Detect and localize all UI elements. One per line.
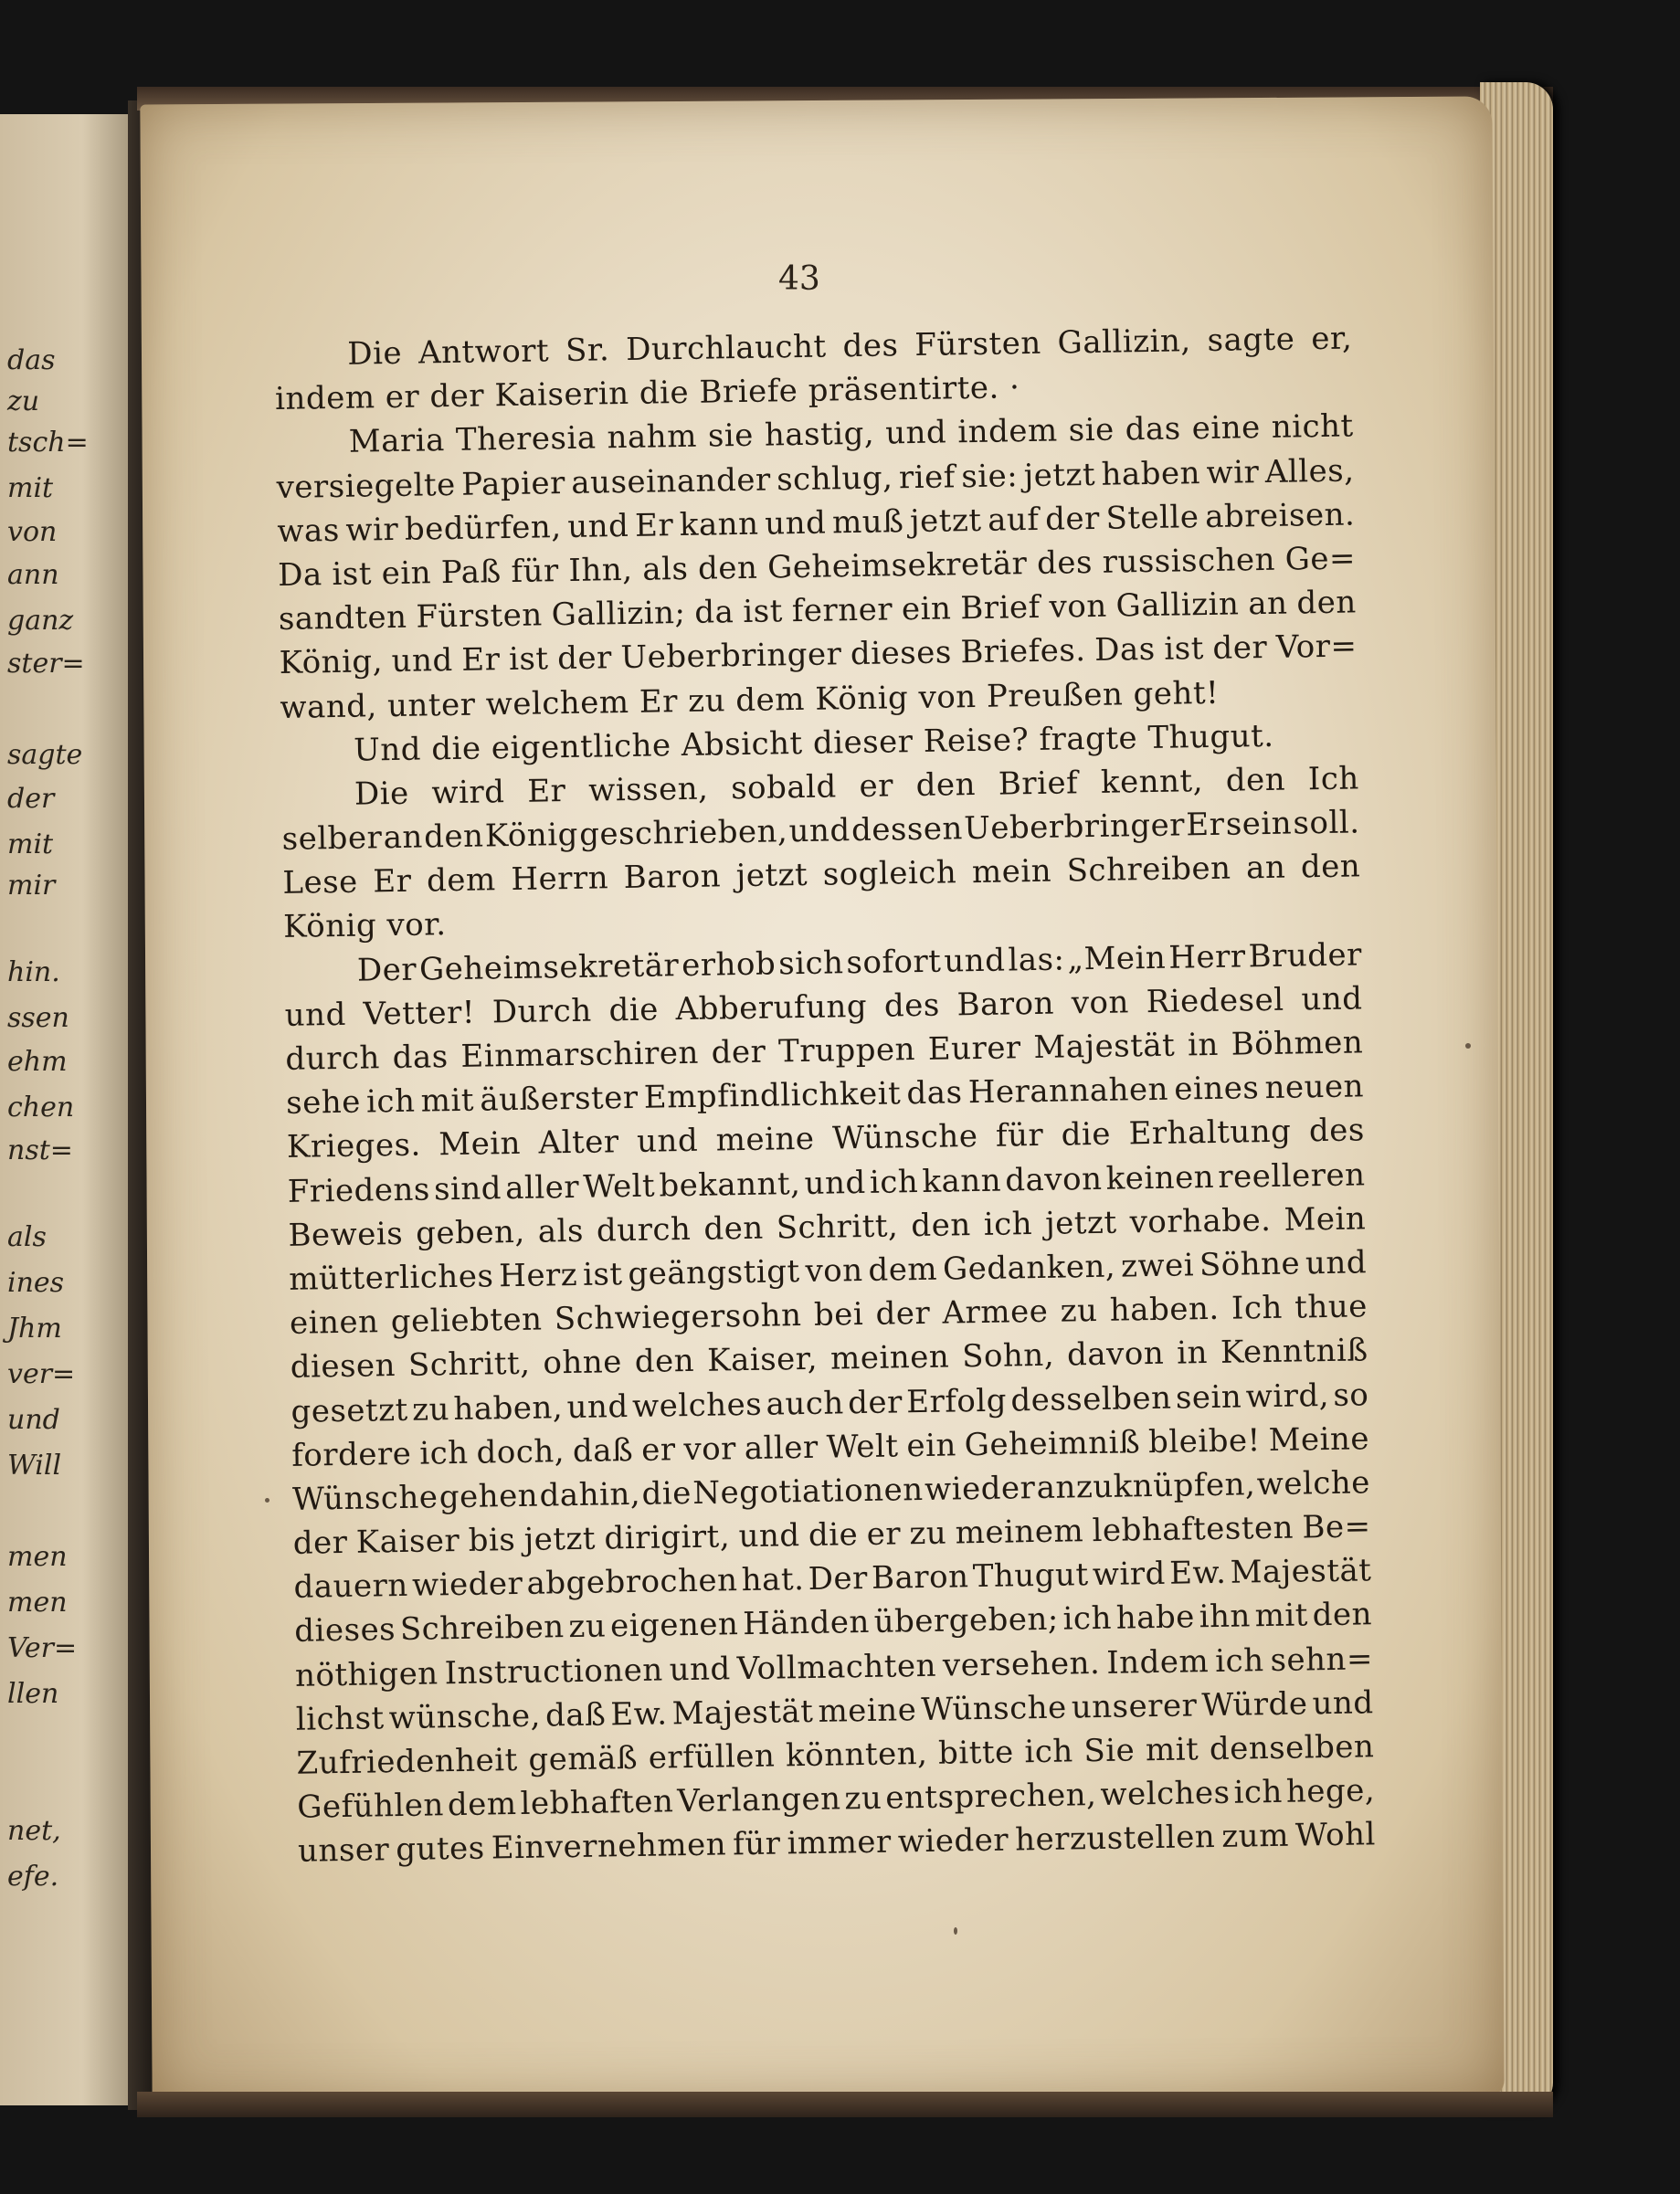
text-line: Da ist ein Paß für Ihn, als den Geheimsekretär des russischen Ge= xyxy=(277,540,1357,594)
text-line: unser gutes Einvernehmen für immer wieder herzustellen zum Wohl xyxy=(297,1816,1377,1871)
text-line: sandten Fürsten Gallizin; da ist ferner ein Brief von Gallizin an den xyxy=(278,584,1358,638)
text-line: Wünsche gehen dahin, die Negotiationen wieder anzuknüpfen, welche xyxy=(291,1464,1371,1518)
facing-page-fragment: ganz xyxy=(7,605,74,637)
facing-page-fragment: Ver= xyxy=(7,1632,78,1664)
page-number: 43 xyxy=(778,260,820,298)
text-line: Krieges. Mein Alter und meine Wünsche für die Erhaltung des xyxy=(286,1112,1366,1166)
facing-page-fragment: ines xyxy=(7,1267,65,1299)
text-line: versiegelte Papier auseinander schlug, rief sie: jetzt haben wir Alles, xyxy=(276,452,1355,506)
book-cover-bottom xyxy=(137,2092,1553,2117)
text-line: gesetzt zu haben, und welches auch der Erfolg desselben sein wird, so xyxy=(291,1376,1369,1430)
facing-page-fragment: mir xyxy=(7,870,56,902)
text-line: Die Antwort Sr. Durchlaucht des Fürsten Gallizin, sagte er, xyxy=(347,320,1353,373)
text-line: selber an den König geschrieben, und dessen Ueberbringer Er sein soll. xyxy=(281,804,1360,858)
text-line: dieses Schreiben zu eigenen Händen übergeben; ich habe ihn mit den xyxy=(294,1596,1373,1651)
facing-page-fragment: das xyxy=(7,344,56,376)
text-line: und Vetter! Durch die Abberufung des Baron von Riedesel und xyxy=(284,980,1363,1034)
facing-page-fragment: ssen xyxy=(7,1002,69,1034)
text-line: nöthigen Instructionen und Vollmachten versehen. Indem ich sehn= xyxy=(294,1640,1374,1694)
text-line: Zufriedenheit gemäß erfüllen könnten, bitte ich Sie mit denselben xyxy=(296,1728,1375,1782)
text-line: Und die eigentliche Absicht dieser Reise? fragte Thugut. xyxy=(353,717,1274,769)
facing-page-fragment: sagte xyxy=(7,739,83,771)
facing-page-fragment: tsch= xyxy=(7,427,89,459)
facing-page-fragment: zu xyxy=(7,385,40,417)
text-line: einen geliebten Schwiegersohn bei der Armee zu haben. Ich thue xyxy=(289,1288,1368,1342)
paper-speck xyxy=(265,1498,269,1503)
facing-page-fragment: Will xyxy=(7,1450,62,1482)
facing-page-fragment: als xyxy=(7,1221,47,1253)
facing-page-fragment: von xyxy=(7,516,58,548)
text-line: Beweis geben, als durch den Schritt, den ich jetzt vorhabe. Mein xyxy=(288,1200,1367,1254)
text-line: dauern wieder abgebrochen hat. Der Baron Thugut wird Ew. Majestät xyxy=(293,1552,1372,1607)
facing-page xyxy=(0,114,137,2105)
text-line: der Kaiser bis jetzt dirigirt, und die er zu meinem lebhaftesten Be= xyxy=(292,1508,1371,1562)
facing-page-fragment: nst= xyxy=(7,1134,73,1166)
facing-page-fragment: ster= xyxy=(7,648,85,680)
facing-page-fragment: ann xyxy=(7,559,59,591)
text-line: Friedens sind aller Welt bekannt, und ich kann davon keinen reelleren xyxy=(287,1155,1366,1210)
text-line: Die wird Er wissen, sobald er den Brief kennt, den Ich xyxy=(354,760,1360,813)
text-line: was wir bedürfen, und Er kann und muß jetzt auf der Stelle abreisen. xyxy=(277,496,1356,550)
text-line: indem er der Kaiserin die Briefe präsentirte. · xyxy=(274,369,1020,418)
text-line: Gefühlen dem lebhaften Verlangen zu entsprechen, welches ich hege, xyxy=(297,1772,1376,1826)
text-line: sehe ich mit äußerster Empfindlichkeit das Herannahen eines neuen xyxy=(285,1068,1365,1123)
text-line: König vor. xyxy=(282,906,447,946)
facing-page-fragment: net, xyxy=(7,1815,61,1847)
facing-page-fragment: llen xyxy=(7,1678,59,1710)
facing-page-fragment: und xyxy=(7,1404,60,1436)
paper-speck xyxy=(954,1927,957,1935)
text-line: mütterliches Herz ist geängstigt von dem Gedanken, zwei Söhne und xyxy=(288,1244,1368,1298)
facing-page-fragment: chen xyxy=(7,1092,75,1123)
facing-page-fragment: hin. xyxy=(7,956,60,988)
facing-page-fragment: mit xyxy=(7,828,54,860)
text-line: durch das Einmarschiren der Truppen Eurer Majestät in Böhmen xyxy=(285,1024,1364,1078)
text-line: lichst wünsche, daß Ew. Majestät meine Wünsche unserer Würde und xyxy=(295,1684,1374,1738)
facing-page-fragment: men xyxy=(7,1541,68,1573)
facing-page-fragment: efe. xyxy=(7,1861,59,1893)
paper-speck xyxy=(1465,1043,1471,1049)
facing-page-fragment: men xyxy=(7,1587,68,1619)
text-line: Lese Er dem Herrn Baron jetzt sogleich mein Schreiben an den xyxy=(282,848,1361,902)
text-line: diesen Schritt, ohne den Kaiser, meinen Sohn, davon in Kenntniß xyxy=(290,1332,1368,1387)
facing-page-fragment: Jhm xyxy=(7,1313,62,1345)
text-line: Der Geheimsekretär erhob sich sofort und las: „Mein Herr Bruder xyxy=(356,936,1363,989)
facing-page-fragment: ehm xyxy=(7,1046,68,1078)
text-line: König, und Er ist der Ueberbringer dieses Briefes. Das ist der Vor= xyxy=(279,628,1358,682)
text-line: wand, unter welchem Er zu dem König von Preußen geht! xyxy=(280,674,1220,726)
facing-page-fragment: ver= xyxy=(7,1358,76,1390)
body-text xyxy=(274,316,1376,1873)
text-line: fordere ich doch, daß er vor aller Welt ein Geheimniß bleibe! Meine xyxy=(291,1420,1370,1474)
text-line: Maria Theresia nahm sie hastig, und indem sie das eine nicht xyxy=(348,407,1354,461)
facing-page-fragment: der xyxy=(7,783,55,815)
facing-page-fragment: mit xyxy=(7,472,54,504)
